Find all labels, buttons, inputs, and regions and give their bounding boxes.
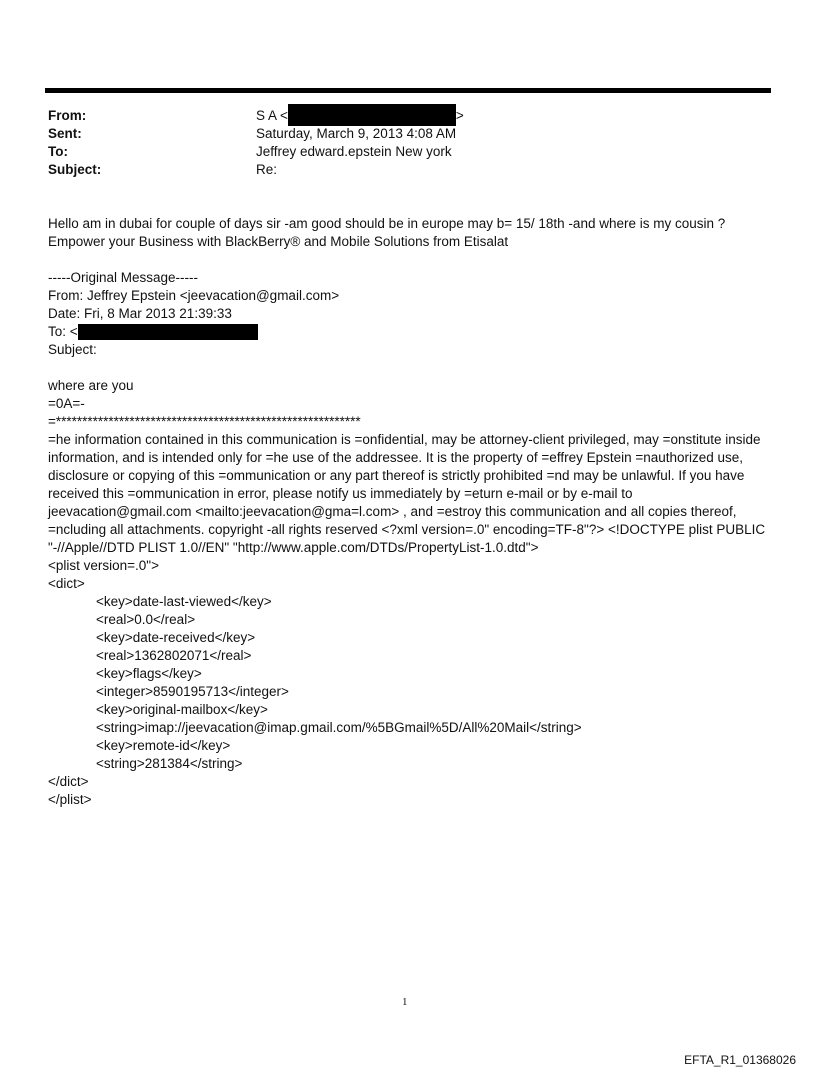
- dict-close: </dict>: [48, 774, 89, 789]
- original-to: [48, 323, 768, 341]
- original-subject: Subject:: [48, 342, 97, 357]
- from-label: From:: [48, 108, 87, 123]
- original-divider: -----Original Message-----: [48, 270, 199, 285]
- spacer: [48, 359, 768, 377]
- from-value: [256, 107, 464, 125]
- message-line-2: Empower your Business with BlackBerry® and Mobile Solutions from Etisalat: [48, 234, 509, 249]
- from-sender: S A <: [256, 108, 288, 123]
- email-header: [48, 107, 768, 179]
- original-date: Date: Fri, 8 Mar 2013 21:39:33: [48, 306, 232, 321]
- original-to-text: To: <: [48, 324, 78, 339]
- dict-line: <key>date-received</key>: [96, 630, 256, 645]
- redaction-block: [288, 104, 456, 126]
- redaction-block: [78, 324, 258, 340]
- dict-line: <integer>8590195713</integer>: [96, 684, 289, 699]
- to-value: Jeffrey edward.epstein New york: [256, 144, 452, 159]
- email-body: [48, 215, 768, 809]
- to-label: To:: [48, 144, 68, 159]
- spacer: [48, 251, 768, 269]
- original-stars: =**********************************************************: [48, 414, 361, 429]
- header-divider: [45, 88, 771, 93]
- dict-line: <key>remote-id</key>: [96, 738, 231, 753]
- dict-open: <dict>: [48, 576, 85, 591]
- dict-line: <key>date-last-viewed</key>: [96, 594, 272, 609]
- dict-line: <string>281384</string>: [96, 756, 243, 771]
- subject-row: [48, 161, 768, 179]
- disclaimer-paragraph: =he information contained in this communication is =onfidential, may be attorney-client privileged, may =onstitute inside information, and is intended only for =he use of the addressee. It is the property of =effrey Epstein =nauthorized use, disclosure or copying of this =ommunication or any part thereof is strictly prohibited =nd may be unlawful. If you have received this =ommunication in error, please notify us immediately by =eturn e-mail or by e-mail to jeevacation@gmail.com <mailto:jeevacation@gma=l.com> , and =estroy this communication and all copies thereof, =ncluding all attachments. copyright -all rights reserved <?xml version=.0" encoding=TF-8"?> <!DOCTYPE plist PUBLIC "-//Apple//DTD PLIST 1.0//EN" "http://www.apple.com/DTDs/PropertyList-1.0.dtd">: [48, 432, 766, 555]
- from-tail: >: [455, 108, 464, 123]
- document-id: EFTA_R1_01368026: [684, 1053, 796, 1067]
- dict-line: <key>original-mailbox</key>: [96, 702, 268, 717]
- to-row: [48, 143, 768, 161]
- from-row: [48, 107, 768, 125]
- message-line-1: Hello am in dubai for couple of days sir -am good should be in europe may b= 15/ 18th -and where is my cousin ?: [48, 216, 726, 231]
- plist-open: <plist version=.0">: [48, 558, 159, 573]
- subject-value: Re:: [256, 162, 278, 177]
- plist-close: </plist>: [48, 792, 92, 807]
- dict-line: <key>flags</key>: [96, 666, 202, 681]
- original-from: From: Jeffrey Epstein <jeevacation@gmail.com>: [48, 288, 340, 303]
- original-body-2: =0A=-: [48, 396, 85, 411]
- subject-label: Subject:: [48, 162, 102, 177]
- dict-line: <real>0.0</real>: [96, 612, 196, 627]
- sent-value: Saturday, March 9, 2013 4:08 AM: [256, 126, 457, 141]
- page-number: 1: [402, 996, 408, 1008]
- original-body-1: where are you: [48, 378, 134, 393]
- sent-row: [48, 125, 768, 143]
- dict-line: <real>1362802071</real>: [96, 648, 252, 663]
- dict-line: <string>imap://jeevacation@imap.gmail.com/%5BGmail%5D/All%20Mail</string>: [96, 720, 582, 735]
- sent-label: Sent:: [48, 126, 82, 141]
